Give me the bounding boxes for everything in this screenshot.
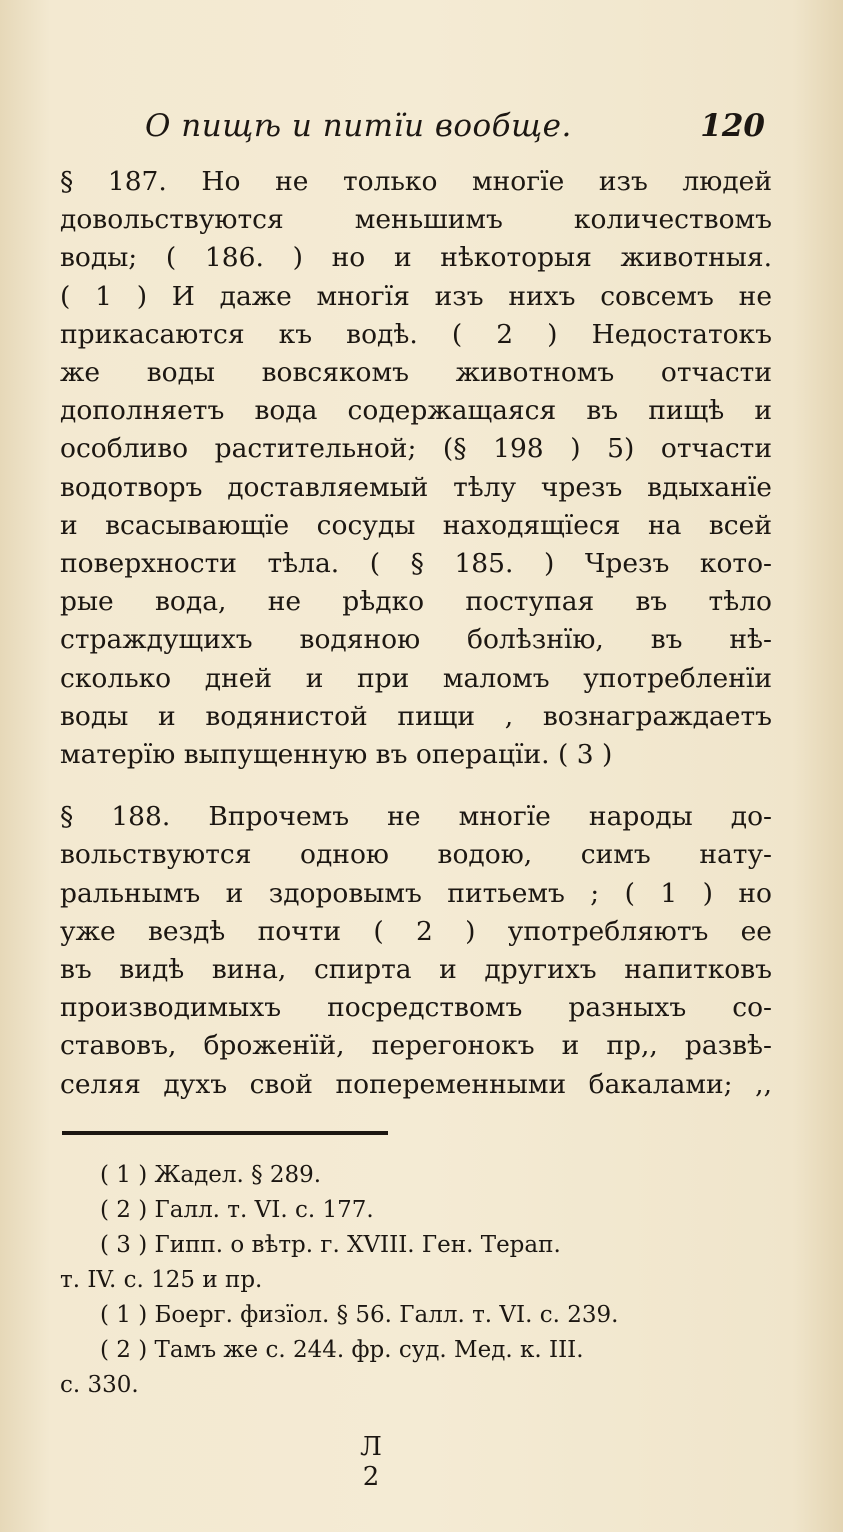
footnote-divider [62, 1131, 388, 1135]
text-line: поверхности тѣла. ( § 185. ) Чрезъ кото- [60, 548, 772, 580]
text-line: ставовъ, броженїй, перегонокъ и пр,, развѣ- [60, 1030, 772, 1062]
text-line: ( 1 ) И даже многїя изъ нихъ совсемъ не [60, 280, 772, 312]
text-line: же воды вовсякомъ животномъ отчасти [60, 357, 772, 389]
text-line: дополняетъ вода содержащаяся въ пищѣ и [60, 395, 772, 427]
footnote: ( 2 ) Галл. т. VI. с. 177. [100, 1197, 374, 1223]
main-text [60, 163, 772, 1104]
text-line: производимыхъ посредствомъ разныхъ со- [60, 992, 772, 1024]
footnote-continuation: т. IV. с. 125 и пр. [60, 1267, 263, 1293]
footnote: ( 1 ) Жадел. § 289. [100, 1162, 322, 1188]
footnotes [60, 1158, 772, 1403]
text-line: воды и водянистой пищи , вознаграждаетъ [60, 700, 772, 732]
text-line: § 187. Но не только многїе изъ людей [60, 166, 772, 197]
text-line: прикасаются къ водѣ. ( 2 ) Недостатокъ [60, 318, 772, 350]
text-line: уже вездѣ почти ( 2 ) употребляютъ ее [60, 915, 772, 947]
page-number: 120 [700, 108, 765, 144]
text-line: сколько дней и при маломъ употребленїи [60, 662, 772, 694]
paragraph-188 [60, 798, 772, 1104]
text-line: селяя духъ свой попеременными бакалами; ,, [60, 1068, 772, 1100]
text-line: вольствуются одною водою, симъ нату- [60, 839, 772, 871]
page-header [145, 108, 765, 152]
text-line: въ видѣ вина, спирта и другихъ напитковъ [60, 954, 772, 986]
text-line: рые вода, не рѣдко поступая въ тѣло [60, 586, 772, 618]
text-line: водотворъ доставляемый тѣлу чрезъ вдыханїе [60, 471, 772, 503]
footnote: ( 1 ) Боерг. физїол. § 56. Галл. т. VI. с. 239. [100, 1302, 619, 1328]
footnote: ( 2 ) Тамъ же с. 244. фр. суд. Мед. к. III. [100, 1337, 584, 1363]
text-line: особливо растительной; (§ 198 ) 5) отчасти [60, 433, 772, 465]
text-line: ральнымъ и здоровымъ питьемъ ; ( 1 ) но [60, 877, 772, 909]
text-line: и всасывающїе сосуды находящїеся на всей [60, 509, 772, 541]
text-line: довольствуются меньшимъ количествомъ [60, 204, 772, 236]
paragraph-187 [60, 163, 772, 774]
text-line: § 188. Впрочемъ не многїе народы до- [60, 801, 772, 833]
footnote: ( 3 ) Гипп. о вѣтр. г. XVIII. Ген. Терап. [100, 1232, 561, 1258]
text-line: страждущихъ водяною болѣзнїю, въ нѣ- [60, 624, 772, 656]
footnote-continuation: с. 330. [60, 1372, 139, 1398]
text-line: воды; ( 186. ) но и нѣкоторыя животныя. [60, 242, 772, 274]
running-title: О пищѣ и питїи вообще. [145, 108, 572, 144]
text-line: матерїю выпущенную въ операцїи. ( 3 ) [60, 739, 613, 771]
signature-mark: Л 2 [360, 1432, 396, 1492]
